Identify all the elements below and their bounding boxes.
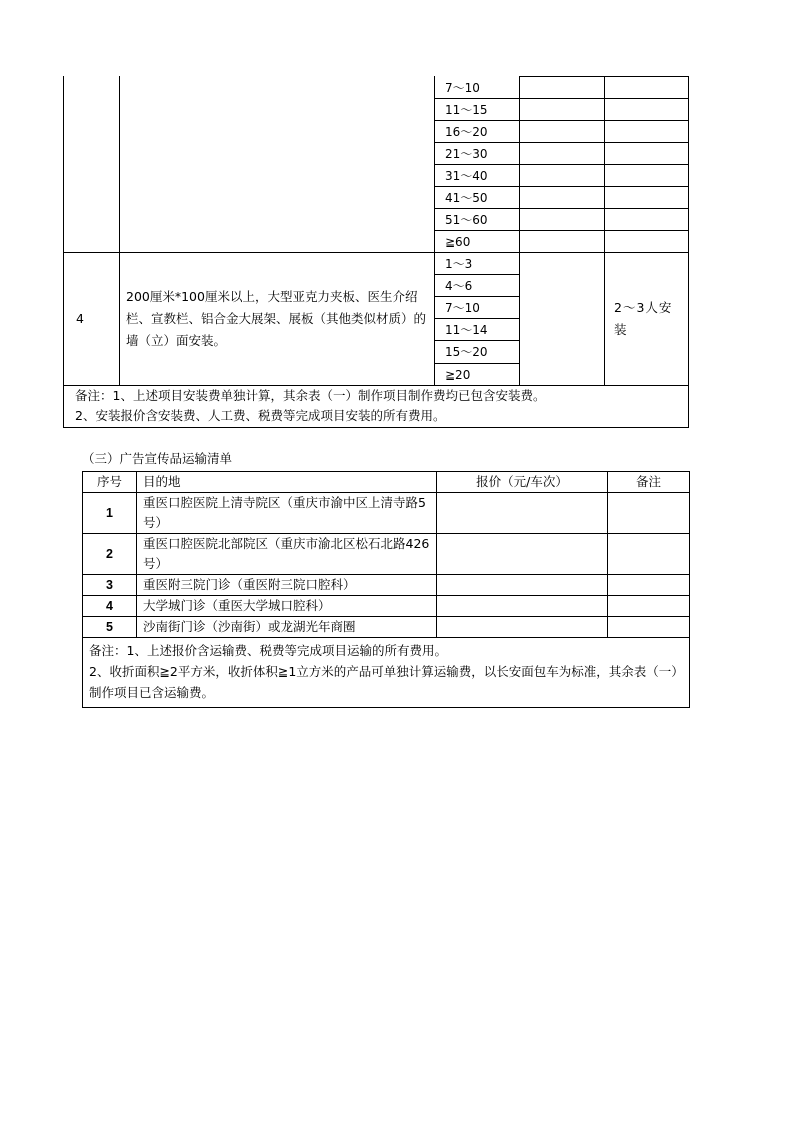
table-header-row — [83, 472, 690, 493]
row-price — [437, 617, 608, 638]
row-price — [437, 493, 608, 534]
transport-notes — [83, 638, 690, 708]
header-index: 序号 — [83, 472, 137, 493]
quantity-range: 11～15 — [445, 103, 488, 117]
header-destination: 目的地 — [137, 472, 437, 493]
row-index: 2 — [83, 534, 137, 575]
row-remark — [608, 534, 690, 575]
table-row — [83, 493, 690, 534]
row-divider — [519, 76, 689, 77]
row-destination: 大学城门诊（重医大学城口腔科） — [137, 596, 437, 617]
column-divider — [519, 76, 520, 386]
transport-table — [82, 471, 690, 708]
row-remark — [608, 617, 690, 638]
row-remark — [608, 596, 690, 617]
row-destination: 沙南街门诊（沙南街）或龙湖光年商圈 — [137, 617, 437, 638]
row-price — [437, 596, 608, 617]
quantity-range: 4～6 — [445, 279, 473, 293]
row-price — [437, 534, 608, 575]
row-index: 4 — [76, 311, 84, 326]
quantity-range: 41～50 — [445, 191, 488, 205]
row-divider — [63, 252, 689, 253]
transport-note-1: 备注：1、上述报价含运输费、税费等完成项目运输的所有费用。 — [89, 643, 447, 658]
quantity-range: ≧20 — [445, 368, 471, 382]
quantity-range: 16～20 — [445, 125, 488, 139]
table-row — [83, 534, 690, 575]
quantity-range: 7～10 — [445, 81, 480, 95]
row-price — [437, 575, 608, 596]
quantity-range: 31～40 — [445, 169, 488, 183]
row-remark — [608, 493, 690, 534]
install-note-1: 备注：1、上述项目安装费单独计算，其余表（一）制作项目制作费均已包含安装费。 — [75, 388, 546, 403]
table-border-bottom — [63, 427, 689, 428]
transport-notes-row — [83, 638, 690, 708]
column-divider — [119, 76, 120, 386]
column-divider — [604, 76, 605, 386]
table-row — [83, 575, 690, 596]
staff-requirement: 2～3人安装 — [614, 300, 673, 337]
quantity-range: 1～3 — [445, 257, 473, 271]
quantity-range: 51～60 — [445, 213, 488, 227]
row-destination: 重医口腔医院上清寺院区（重庆市渝中区上清寺路5号） — [137, 493, 437, 534]
quantity-range: 11～14 — [445, 323, 488, 337]
row-remark — [608, 575, 690, 596]
transport-note-2: 2、收折面积≧2平方米，收折体积≧1立方米的产品可单独计算运输费，以长安面包车为标准，其余表（一）制作项目已含运输费。 — [89, 664, 678, 700]
quantity-range: ≧60 — [445, 235, 471, 249]
header-remark: 备注 — [608, 472, 690, 493]
transport-section-title: （三）广告宣传品运输清单 — [82, 451, 233, 466]
table-row — [83, 596, 690, 617]
quantity-range: 21～30 — [445, 147, 488, 161]
install-note-2: 2、安装报价含安装费、人工费、税费等完成项目安装的所有费用。 — [75, 408, 446, 423]
row-index: 5 — [83, 617, 137, 638]
quantity-range: 15～20 — [445, 345, 488, 359]
header-price: 报价（元/车次） — [437, 472, 608, 493]
row-destination: 重医附三院门诊（重医附三院口腔科） — [137, 575, 437, 596]
row-index: 4 — [83, 596, 137, 617]
row-index: 3 — [83, 575, 137, 596]
row-index: 1 — [83, 493, 137, 534]
table-row — [83, 617, 690, 638]
quantity-range: 7～10 — [445, 301, 480, 315]
row-destination: 重医口腔医院北部院区（重庆市渝北区松石北路426号） — [137, 534, 437, 575]
installation-fee-table — [63, 76, 689, 428]
item-description: 200厘米*100厘米以上，大型亚克力夹板、医生介绍栏、宣教栏、铝合金大展架、展板（其他类似材质）的墙（立）面安装。 — [126, 289, 427, 348]
